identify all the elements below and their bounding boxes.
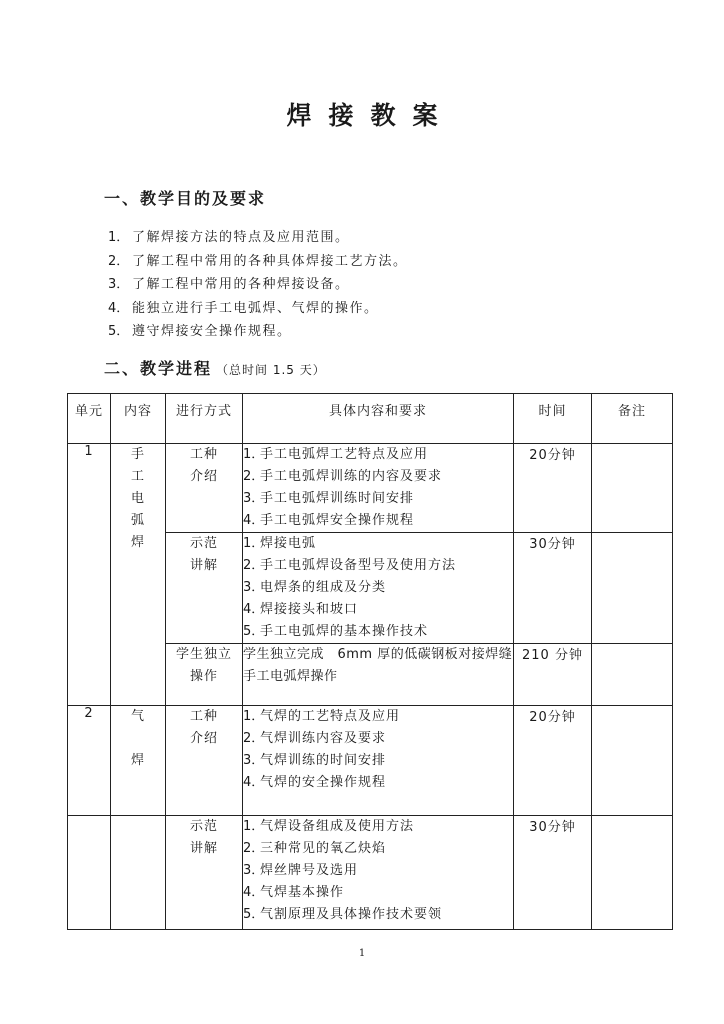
list-item: 3．手工电弧焊训练时间安排 [243,491,415,506]
list-item: 1．气焊设备组成及使用方法 [243,819,415,834]
content-cell [243,816,514,930]
method-cell: 示范 讲解 [166,533,243,644]
list-item: 3．电焊条的组成及分类 [243,580,387,595]
list-item: 5．气割原理及具体操作技术要领 [243,907,443,922]
list-item: 4．手工电弧焊安全操作规程 [243,513,415,528]
list-item: 1． 了解焊接方法的特点及应用范围。 [108,230,350,245]
content-cell [243,533,514,644]
header-cell: 具体内容和要求 [243,394,514,444]
list-item: 3．气焊训练的时间安排 [243,753,387,768]
list-item: 4．气焊基本操作 [243,885,345,900]
unit-number: 2 [68,706,111,816]
remarks-cell [592,816,673,930]
content-cell: 学生独立完成 6mm 厚的低碳钢板对接焊缝手工电弧焊操作 [243,644,514,706]
unit-content: 气 焊 [111,706,166,816]
remarks-cell [592,533,673,644]
header-cell: 备注 [592,394,673,444]
time-cell: 210 分钟 [514,644,592,706]
time-cell: 20分钟 [514,706,592,816]
list-item: 2． 了解工程中常用的各种具体焊接工艺方法。 [108,253,408,269]
page-title: 焊接教案 [286,101,455,130]
header-cell: 时间 [514,394,592,444]
method-cell: 学生独立 操作 [166,644,243,706]
section-heading-objectives: 一、教学目的及要求 [104,189,267,208]
unit-content: 手 工 电 弧 焊 [111,444,166,706]
method-cell: 工种 介绍 [166,706,243,816]
list-item: 2．手工电弧焊设备型号及使用方法 [243,558,457,573]
unit-number [68,816,111,930]
time-cell: 30分钟 [514,533,592,644]
section-heading-schedule: 二、教学进程 （总时间 1.5 天） [104,359,326,378]
table-row [68,706,673,816]
list-item: 2．气焊训练内容及要求 [243,731,387,746]
remarks-cell [592,706,673,816]
table-row [68,444,673,533]
unit-content [111,816,166,930]
list-item: 1．气焊的工艺特点及应用 [243,709,401,724]
list-item: 5． 遵守焊接安全操作规程。 [108,324,292,339]
list-item: 3． 了解工程中常用的各种焊接设备。 [108,277,350,292]
unit-number: 1 [68,444,111,706]
remarks-cell [592,644,673,706]
header-cell: 单元 [68,394,111,444]
list-item: 5．手工电弧焊的基本操作技术 [243,624,429,639]
total-time-note: （总时间 1.5 天） [216,363,326,377]
header-cell: 内容 [111,394,166,444]
time-cell: 20分钟 [514,444,592,533]
list-item: 4．气焊的安全操作规程 [243,775,387,790]
remarks-cell [592,444,673,533]
header-cell: 进行方式 [166,394,243,444]
method-cell: 示范 讲解 [166,816,243,930]
method-cell: 工种 介绍 [166,444,243,533]
list-item: 4． 能独立进行手工电弧焊、气焊的操作。 [108,300,379,316]
content-cell [243,444,514,533]
list-item: 3．焊丝牌号及选用 [243,863,359,878]
objectives-list [108,226,408,344]
list-item: 2．三种常见的氧乙炔焰 [243,841,387,856]
list-item: 4．焊接接头和坡口 [243,602,359,617]
time-cell: 30分钟 [514,816,592,930]
table-row [68,816,673,930]
list-item: 2．手工电弧焊训练的内容及要求 [243,469,443,484]
list-item: 1．焊接电弧 [243,536,317,551]
content-cell [243,706,514,816]
list-item: 1．手工电弧焊工艺特点及应用 [243,447,429,462]
table-header-row [68,394,673,444]
schedule-table [67,393,673,930]
page-number: 1 [358,948,366,959]
